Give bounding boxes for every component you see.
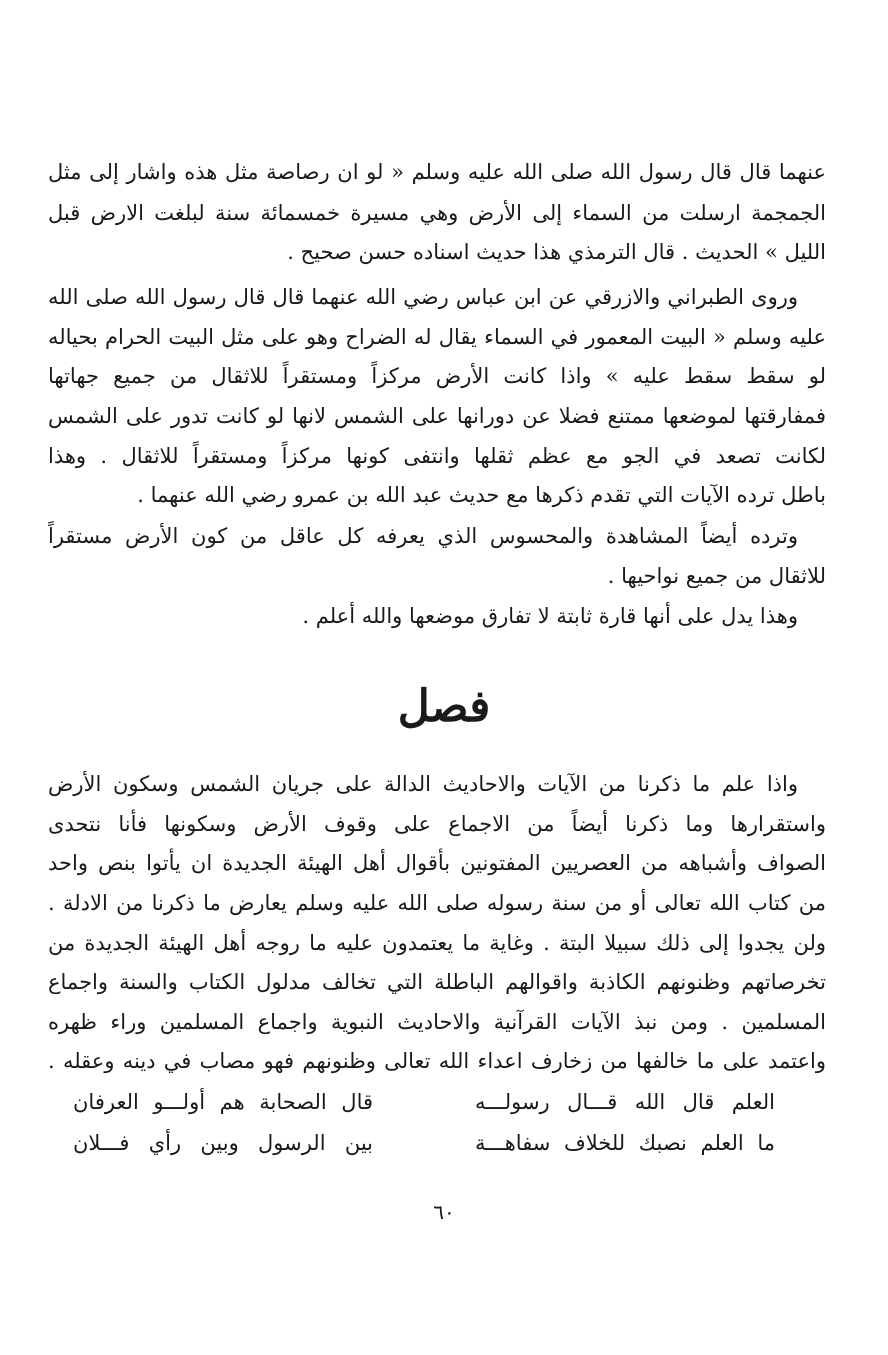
text-line: وروى الطبراني والازرقي عن ابن عباس رضي الله عنهما قال قال رسول الله صلى الله	[48, 285, 798, 309]
text-line: عنهما قال قال رسول الله صلى الله عليه وسلم « لو ان رصاصة مثل هذه واشار إلى مثل	[48, 160, 826, 184]
text-line: وهذا يدل على أنها قارة ثابتة لا تفارق موضعها والله أعلم .	[302, 604, 798, 628]
text-line: واستقرارها وما ذكرنا أيضاً من الاجماع على وقوف الأرض وسكونها فأنا نتحدى	[48, 812, 826, 836]
text-line: عليه وسلم « البيت المعمور في السماء يقال له الضراح وهو على مثل البيت الحرام بحياله	[48, 325, 826, 349]
text-line: وترده أيضاً المشاهدة والمحسوس الذي يعرفه كل عاقل من كون الأرض مستقراً	[48, 524, 798, 548]
verse-first-hemistich: ما العلم نصبك للخلاف سفاهـــة	[475, 1131, 775, 1155]
text-line: لو سقط سقط عليه » واذا كانت الأرض مركزاً ومستقراً للاثقال من جميع جهاتها	[48, 364, 826, 388]
text-line: المسلمين . ومن نبذ الآيات القرآنية والاحاديث النبوية واجماع المسلمين وراء ظهره	[48, 1010, 826, 1034]
text-line: ولن يجدوا إلى ذلك سبيلا البتة . وغاية ما يعتمدون عليه ما روجه أهل الهيئة الجديدة من	[48, 931, 826, 955]
page-number: ٦٠	[433, 1200, 455, 1224]
text-line: لكانت تصعد في الجو مع عظم ثقلها وانتفى كونها مركزاً ومستقراً للاثقال . وهذا	[48, 444, 826, 468]
text-line: واعتمد على ما خالفها من زخارف اعداء الله تعالى وظنونهم فهو مصاب في دينه وعقله .	[48, 1049, 826, 1073]
text-line: فمفارقتها لموضعها ممتنع فضلا عن دورانها على الشمس لانها لو كانت تدور على الشمس	[48, 404, 826, 428]
section-heading: فصل	[397, 681, 491, 732]
verse-second-hemistich: قال الصحابة هم أولـــو العرفان	[73, 1090, 373, 1114]
text-line: للاثقال من جميع نواحيها .	[607, 564, 826, 588]
verse-second-hemistich: بين الرسول وبين رأي فـــلان	[73, 1131, 373, 1155]
verse-first-hemistich: العلم قال الله قـــال رسولـــه	[475, 1090, 775, 1114]
text-line: الصواف وأشباهه من العصريين المفتونين بأقوال أهل الهيئة الجديدة ان يأتوا بنص واحد	[48, 851, 826, 875]
text-line: الجمجمة ارسلت من السماء إلى الأرض وهي مسيرة خمسمائة سنة لبلغت الارض قبل	[48, 201, 826, 225]
text-line: تخرصاتهم وظنونهم الكاذبة واقوالهم الباطلة التي تخالف مدلول الكتاب والسنة واجماع	[48, 970, 826, 994]
text-line: الليل » الحديث . قال الترمذي هذا حديث اسناده حسن صحيح .	[287, 240, 826, 264]
text-line: من كتاب الله تعالى أو من سنة رسوله صلى الله عليه وسلم يعارض ما ذكرنا من الادلة .	[48, 891, 826, 915]
text-line: واذا علم ما ذكرنا من الآيات والاحاديث الدالة على جريان الشمس وسكون الأرض	[48, 772, 798, 796]
text-line: باطل ترده الآيات التي تقدم ذكرها مع حديث عبد الله بن عمرو رضي الله عنهما .	[137, 483, 826, 507]
